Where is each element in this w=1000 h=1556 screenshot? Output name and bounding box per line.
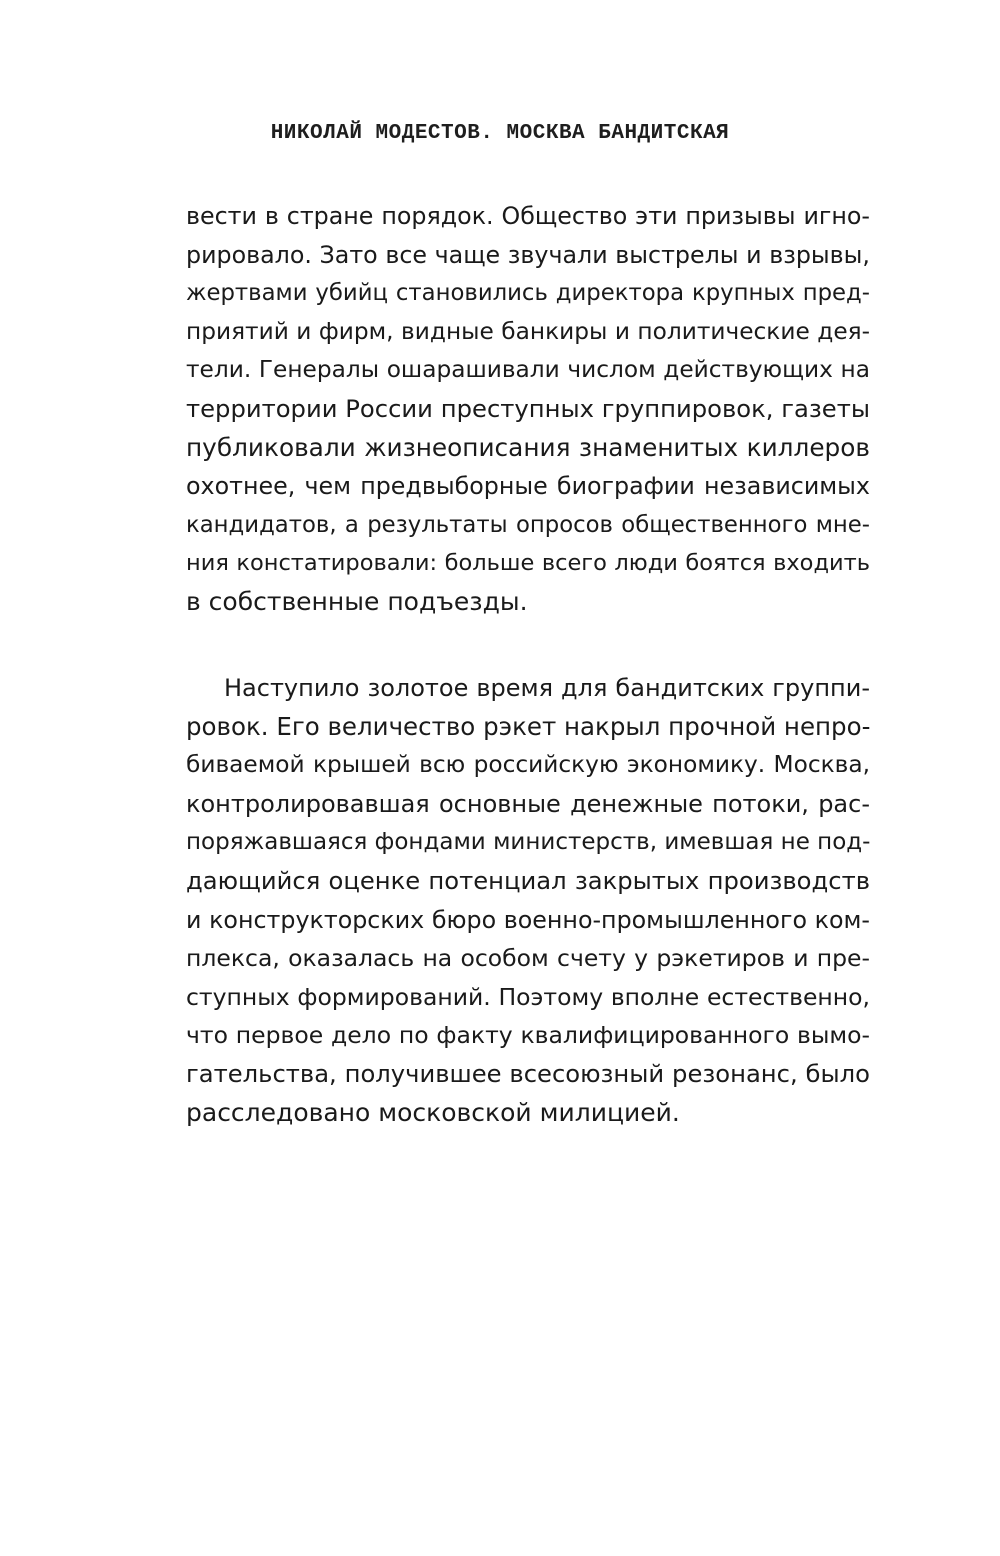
text-line: и конструкторских бюро военно-промышленного ком-	[186, 905, 870, 934]
paragraph	[186, 197, 870, 622]
text-line: рировало. Зато все чаще звучали выстрелы и взрывы,	[186, 240, 870, 269]
text-line: тели. Генералы ошарашивали числом действующих на	[186, 356, 870, 384]
text-line: дающийся оценке потенциал закрытых производств	[186, 865, 870, 895]
text-line: ровок. Его величество рэкет накрыл прочной непро-	[186, 711, 871, 741]
text-line: в собственные подъезды.	[186, 586, 528, 616]
text-line: поряжавшаяся фондами министерств, имевшая не под-	[186, 829, 871, 856]
text-line: контролировавшая основные денежные потоки, рас-	[186, 789, 870, 818]
text-line: публиковали жизнеописания знаменитых киллеров	[186, 432, 870, 462]
text-line: ступных формирований. Поэтому вполне естественно,	[186, 982, 870, 1011]
running-head: НИКОЛАЙ МОДЕСТОВ. МОСКВА БАНДИТСКАЯ	[270, 122, 730, 145]
paragraph	[186, 669, 870, 1132]
text-line: кандидатов, а результаты опросов общественного мне-	[186, 511, 870, 538]
text-line: ния констатировали: больше всего люди боятся входить	[186, 550, 870, 577]
text-line: приятий и фирм, видные банкиры и политические дея-	[186, 317, 870, 345]
text-line: вести в стране порядок. Общество эти призывы игно-	[186, 202, 870, 230]
text-line: жертвами убийц становились директора крупных пред-	[186, 280, 870, 307]
text-line: что первое дело по факту квалифицированного вымо-	[186, 1021, 870, 1050]
text-line: территории России преступных группировок, газеты	[186, 393, 870, 423]
text-line: плекса, оказалась на особом счету у рэкетиров и пре-	[186, 944, 870, 973]
text-line: расследовано московской милицией.	[186, 1097, 680, 1127]
text-line: гательства, получившее всесоюзный резонанс, было	[186, 1058, 870, 1088]
text-line: Наступило золотое время для бандитских группи-	[224, 674, 870, 702]
text-line: биваемой крышей всю российскую экономику. Москва,	[186, 751, 870, 779]
text-line: охотнее, чем предвыборные биографии независимых	[186, 472, 870, 501]
